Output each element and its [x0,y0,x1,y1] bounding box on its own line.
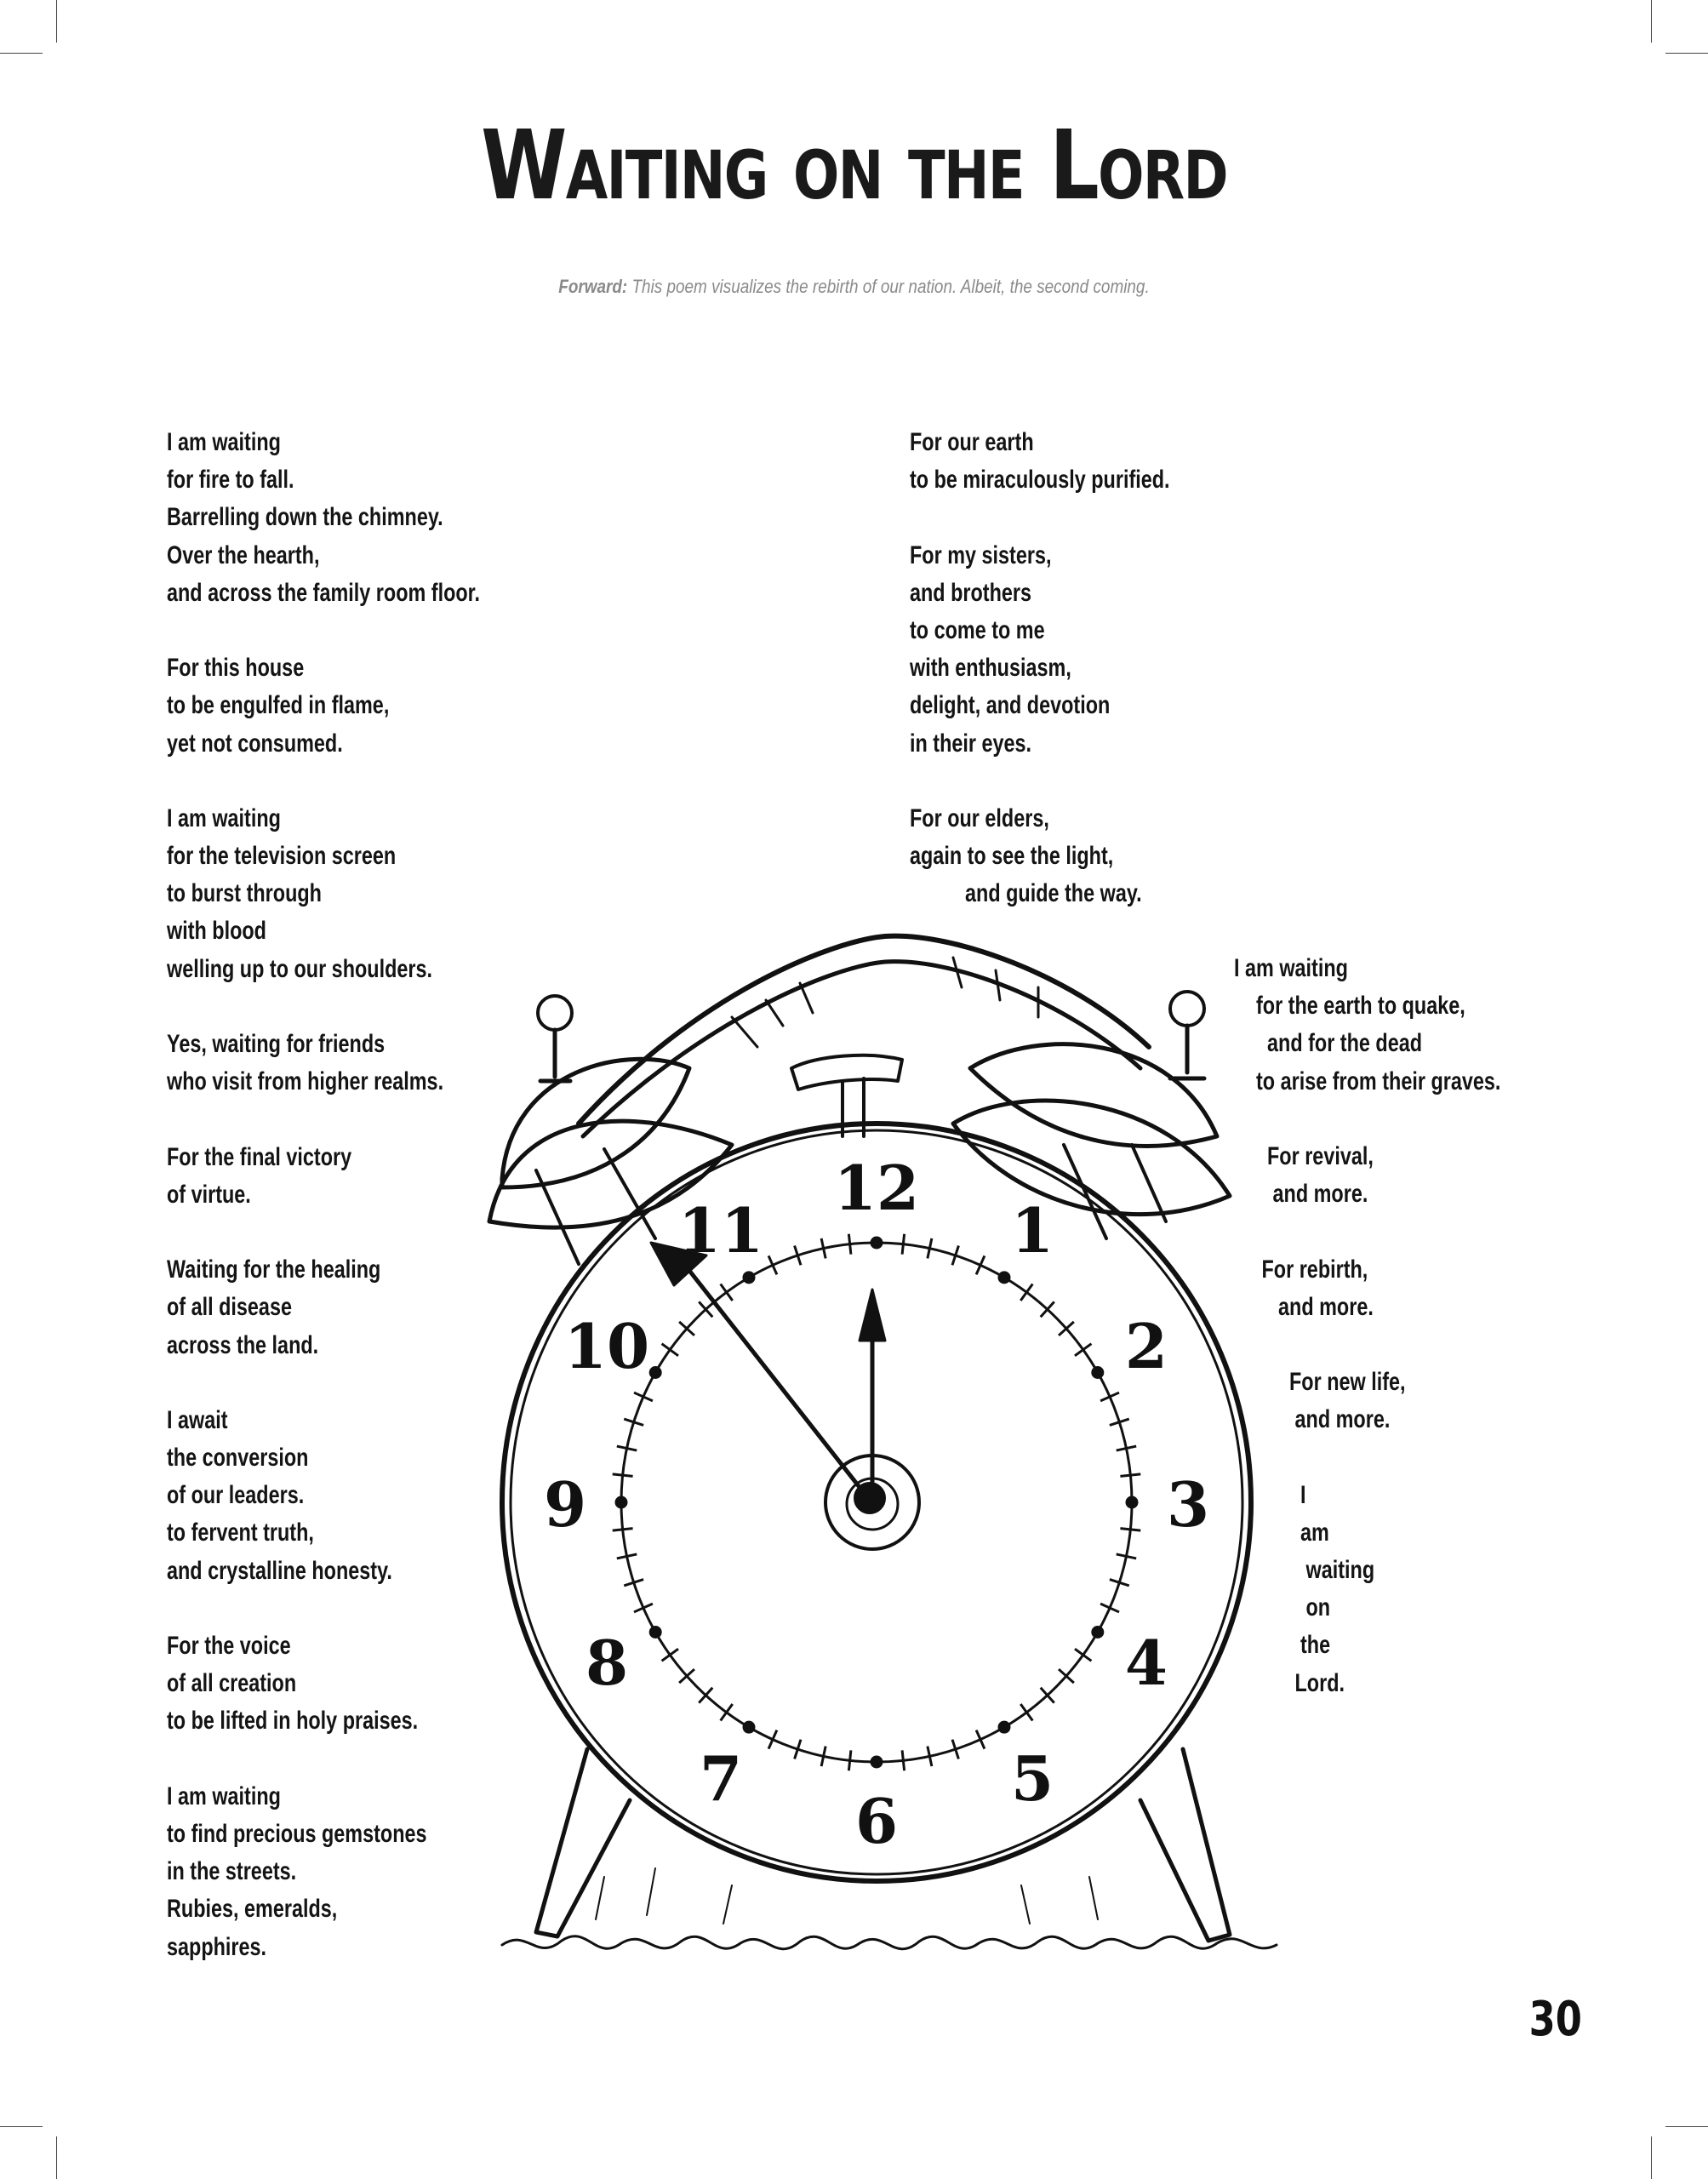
minute-tick [902,1234,905,1255]
hour-dot [616,1497,626,1507]
poem-line: across the land. [167,1330,319,1359]
poem-line [167,763,480,800]
poem-line: to find precious gemstones [167,1819,427,1848]
poem-middle-column [910,424,1170,912]
poem-line: For rebirth, [1234,1255,1368,1284]
hour-dot [1127,1497,1137,1507]
crop-mark [1651,0,1652,43]
crop-mark [1665,53,1708,54]
poem-line: and more. [1234,1405,1391,1434]
poem-line: and more. [1234,1180,1368,1209]
minute-tick [721,1284,733,1301]
clock-numeral: 6 [854,1785,899,1858]
minute-tick [1020,1284,1032,1301]
poem-line: of virtue. [167,1180,251,1209]
clock-numeral: 11 [677,1193,764,1267]
poem-line: and across the family room floor. [167,578,481,607]
poem-line: For our earth [910,428,1034,456]
poem-line: in their eyes. [910,729,1032,758]
minute-tick [721,1704,733,1720]
minute-tick [848,1750,851,1770]
alarm-clock-illustration [477,898,1294,1996]
poem-line: again to see the light, [910,842,1114,871]
poem-line: yet not consumed. [167,729,343,758]
minute-tick [613,1474,633,1477]
minute-tick [1075,1344,1091,1356]
poem-line: am [1234,1518,1329,1547]
crop-mark [0,53,43,54]
poem-line: Barrelling down the chimney. [167,503,443,532]
hour-hand [681,1260,868,1498]
poem-line: For my sisters, [910,540,1052,569]
minute-tick [1075,1649,1091,1661]
clock-numeral: 7 [699,1742,743,1816]
page-number: 30 [1528,1992,1582,2047]
poem-line: to be engulfed in flame, [167,691,390,720]
clock-numeral: 8 [585,1627,629,1700]
minute-tick [1120,1474,1140,1477]
crop-mark [1651,2136,1652,2179]
right-bell [970,1044,1217,1147]
poem-line: on [1234,1593,1331,1622]
poem-line: for the earth to quake, [1234,992,1465,1021]
hour-dot [1093,1368,1103,1378]
poem-line: For the voice [167,1632,291,1660]
poem-line: For this house [167,654,305,683]
poem-line: the conversion [167,1444,309,1473]
poem-line: to be lifted in holy praises. [167,1707,419,1736]
poem-line: Rubies, emeralds, [167,1895,338,1924]
poem-line: to burst through [167,879,322,908]
minute-tick [662,1344,678,1356]
forward-text: This poem visualizes the rebirth of our nation. Albeit, the second coming. [627,276,1150,297]
poem-line: and more. [1234,1292,1374,1321]
poem-line: I await [167,1405,228,1434]
hour-dot [744,1273,754,1283]
crop-mark [1665,2126,1708,2127]
poem-line: for fire to fall. [167,466,294,495]
crop-mark [56,2136,57,2179]
clock-leg-right [1140,1749,1230,1941]
clock-winder [791,1055,902,1090]
poem-line [167,1364,480,1402]
poem-line: to fervent truth, [167,1518,314,1547]
poem-left-column [167,424,480,1966]
poem-line: of our leaders. [167,1481,305,1510]
poem-line: I am waiting [1234,954,1348,982]
clock-numeral: 10 [563,1309,650,1382]
forward-label: Forward: [558,276,628,297]
clock-numeral: 1 [1010,1193,1054,1267]
poem-line: waiting [1234,1556,1375,1584]
clock-numeral: 4 [1124,1627,1168,1700]
poem-line [167,1101,480,1138]
poem-line: in the streets. [167,1857,297,1886]
poem-line: of all disease [167,1293,292,1322]
crop-mark [56,0,57,43]
poem-line [167,612,480,649]
poem-line: For revival, [1234,1141,1374,1170]
poem-line: For the final victory [167,1142,352,1171]
hour-dot [650,1627,660,1638]
poem-line: Waiting for the healing [167,1255,381,1284]
hour-dot [871,1238,882,1248]
poem-line: and for the dead [1234,1029,1423,1058]
poem-line [167,1590,480,1627]
poem-line: I am waiting [167,804,281,832]
poem-line: the [1234,1631,1331,1660]
poem-line: Yes, waiting for friends [167,1030,386,1058]
poem-line: and crystalline honesty. [167,1556,392,1585]
poem-line: of all creation [167,1669,297,1698]
minute-tick [613,1529,633,1531]
poem-line: Over the hearth, [167,540,320,569]
poem-line [910,763,1170,800]
clock-numeral: 12 [833,1151,920,1224]
poem-line: I am waiting [167,1782,281,1810]
clock-numeral: 5 [1010,1742,1054,1816]
poem-line: with blood [167,917,266,946]
poem-line: I [1234,1480,1306,1509]
forward-note [119,276,1588,298]
poem-line: for the television screen [167,842,397,871]
crop-mark [0,2126,43,2127]
poem-line: delight, and devotion [910,691,1111,720]
minute-tick [1120,1529,1140,1531]
clock-numeral: 9 [543,1468,587,1541]
clock-numeral: 3 [1166,1468,1210,1541]
poem-line: with enthusiasm, [910,654,1071,683]
poem-line [910,499,1170,536]
hour-dot [871,1757,882,1767]
poem-line: Lord. [1234,1668,1345,1697]
poem-line: For new life, [1234,1368,1406,1397]
minute-tick [1020,1704,1032,1720]
hour-dot [999,1722,1009,1732]
poem-line: For our elders, [910,804,1049,832]
hour-dot [744,1722,754,1732]
minute-tick [662,1649,678,1661]
hour-dot [1093,1627,1103,1638]
poem-line [167,988,480,1026]
poem-line: to arise from their graves. [1234,1067,1501,1095]
poem-line: to be miraculously purified. [910,466,1170,495]
poem-line: sapphires. [167,1932,267,1961]
poem-line: and brothers [910,578,1032,607]
hour-dot [999,1273,1009,1283]
poem-line: to come to me [910,615,1045,644]
poem-line: who visit from higher realms. [167,1067,444,1096]
clock-numeral: 2 [1124,1309,1168,1382]
poem-line: and guide the way. [910,879,1142,908]
ground-scribble [502,1936,1277,1949]
minute-tick [902,1750,905,1770]
poem-line: welling up to our shoulders. [167,954,433,983]
poem-line [167,1741,480,1778]
page-title: Waiting on the Lord [481,111,1227,221]
hour-dot [650,1368,660,1378]
minute-tick [848,1234,851,1255]
poem-line: I am waiting [167,428,281,456]
poem-line [167,1214,480,1251]
